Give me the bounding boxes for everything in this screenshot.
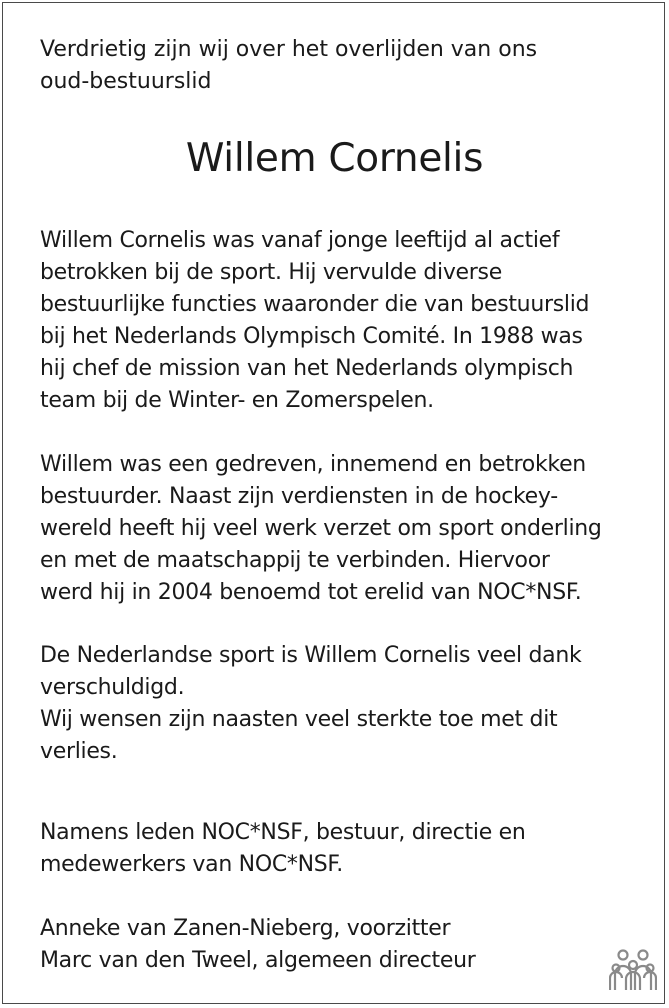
text-line: Wij wensen zijn naasten veel sterkte toe met dit: [40, 707, 558, 732]
deceased-name: Willem Cornelis: [185, 136, 484, 181]
text-line: bestuurder. Naast zijn verdiensten in de hockey-: [40, 484, 558, 509]
text-line: bestuurlijke functies waaronder die van bestuurslid: [40, 292, 590, 317]
intro-line: Verdrietig zijn wij over het overlijden van ons: [40, 37, 538, 62]
text-line: De Nederlandse sport is Willem Cornelis veel dank: [40, 643, 582, 668]
intro-line: oud-bestuurslid: [40, 69, 212, 94]
family-people-icon: [609, 946, 657, 994]
text-line: verschuldigd.: [40, 675, 185, 700]
paragraph-gratitude: [40, 640, 581, 768]
text-line: verlies.: [40, 739, 118, 764]
paragraph-tribute: [40, 449, 602, 609]
text-line: betrokken bij de sport. Hij vervulde diverse: [40, 260, 502, 285]
paragraph-on-behalf: [40, 817, 526, 881]
intro-text: [40, 34, 537, 98]
text-line: team bij de Winter- en Zomerspelen.: [40, 388, 434, 413]
text-line: wereld heeft hij veel werk verzet om sport onderling: [40, 516, 602, 541]
text-line: hij chef de mission van het Nederlands olympisch: [40, 356, 574, 381]
signature-line: Marc van den Tweel, algemeen directeur: [40, 948, 476, 973]
text-line: Namens leden NOC*NSF, bestuur, directie en: [40, 820, 526, 845]
signatures: [40, 913, 476, 977]
text-line: en met de maatschappij te verbinden. Hiervoor: [40, 548, 550, 573]
text-line: werd hij in 2004 benoemd tot erelid van NOC*NSF.: [40, 580, 582, 605]
text-line: medewerkers van NOC*NSF.: [40, 852, 343, 877]
text-line: Willem Cornelis was vanaf jonge leeftijd al actief: [40, 228, 560, 253]
text-line: bij het Nederlands Olympisch Comité. In 1988 was: [40, 324, 583, 349]
signature-line: Anneke van Zanen-Nieberg, voorzitter: [40, 916, 451, 941]
text-line: Willem was een gedreven, innemend en betrokken: [40, 452, 586, 477]
paragraph-biography: [40, 225, 589, 417]
